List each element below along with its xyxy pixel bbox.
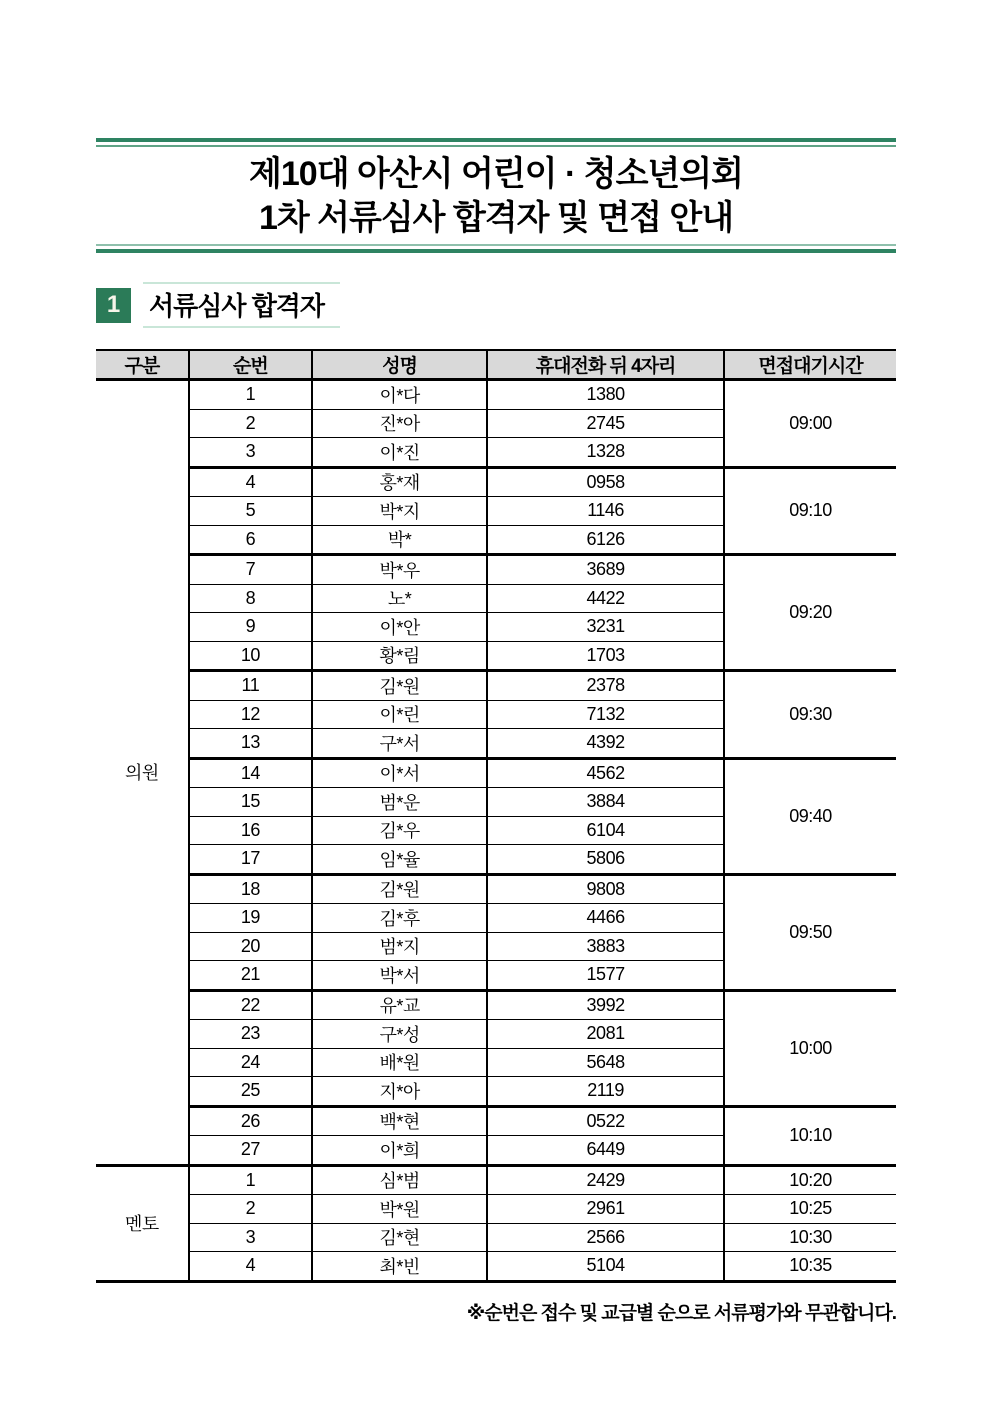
phone-cell: 0958 [487,467,724,497]
phone-cell: 1328 [487,438,724,468]
seq-cell: 9 [189,613,312,642]
phone-cell: 4562 [487,758,724,788]
wait-time-cell: 10:00 [724,990,896,1106]
passers-table [96,349,896,1283]
name-cell: 홍*재 [312,467,487,497]
table-body [96,380,896,1282]
phone-cell: 1146 [487,497,724,526]
phone-cell: 2429 [487,1165,724,1195]
title-top-rule [96,138,896,147]
seq-cell: 2 [189,1195,312,1224]
column-header-seq: 순번 [189,350,312,380]
footnote-text: ※순번은 접수 및 교급별 순으로 서류평가와 무관합니다. [466,1302,896,1324]
name-cell: 김*원 [312,874,487,904]
name-cell: 이*린 [312,700,487,729]
name-cell: 박* [312,525,487,555]
name-cell: 이*희 [312,1136,487,1166]
name-cell: 김*원 [312,671,487,701]
seq-cell: 4 [189,1252,312,1282]
seq-cell: 3 [189,438,312,468]
phone-cell: 1703 [487,641,724,671]
table-row [96,380,896,410]
phone-cell: 2081 [487,1020,724,1049]
seq-cell: 22 [189,990,312,1020]
phone-cell: 5806 [487,845,724,875]
seq-cell: 10 [189,641,312,671]
column-header-name: 성명 [312,350,487,380]
seq-cell: 4 [189,467,312,497]
name-cell: 김*현 [312,1223,487,1252]
seq-cell: 12 [189,700,312,729]
name-cell: 황*림 [312,641,487,671]
name-cell: 이*다 [312,380,487,410]
seq-cell: 26 [189,1106,312,1136]
wait-time-cell: 09:50 [724,874,896,990]
table-row [96,1195,896,1224]
table-row [96,1223,896,1252]
seq-cell: 5 [189,497,312,526]
seq-cell: 7 [189,555,312,585]
wait-time-cell: 10:25 [724,1195,896,1224]
table-header [96,350,896,380]
phone-cell: 2566 [487,1223,724,1252]
wait-time-cell: 10:30 [724,1223,896,1252]
table-row [96,874,896,904]
table-row [96,467,896,497]
name-cell: 이*안 [312,613,487,642]
page-title-line2: 1차 서류심사 합격자 및 면접 안내 [258,199,734,237]
table-row [96,1106,896,1136]
wait-time-cell: 10:35 [724,1252,896,1282]
phone-cell: 5104 [487,1252,724,1282]
phone-cell: 4422 [487,584,724,613]
section-title: 서류심사 합격자 [143,282,340,328]
title-block [96,138,896,253]
page-title [96,147,896,244]
phone-cell: 4392 [487,729,724,759]
seq-cell: 23 [189,1020,312,1049]
seq-cell: 2 [189,409,312,438]
seq-cell: 19 [189,904,312,933]
name-cell: 구*성 [312,1020,487,1049]
category-cell: 의원 [96,380,189,1166]
wait-time-cell: 09:20 [724,555,896,671]
section-header [96,287,896,323]
phone-cell: 6449 [487,1136,724,1166]
phone-cell: 7132 [487,700,724,729]
seq-cell: 3 [189,1223,312,1252]
section-number-badge: 1 [96,288,131,323]
table-row [96,1252,896,1282]
table-row [96,555,896,585]
phone-cell: 1380 [487,380,724,410]
name-cell: 박*우 [312,555,487,585]
seq-cell: 8 [189,584,312,613]
name-cell: 범*지 [312,932,487,961]
seq-cell: 18 [189,874,312,904]
name-cell: 심*범 [312,1165,487,1195]
wait-time-cell: 10:20 [724,1165,896,1195]
phone-cell: 3689 [487,555,724,585]
wait-time-cell: 09:30 [724,671,896,759]
page-content [96,0,896,1325]
name-cell: 진*아 [312,409,487,438]
phone-cell: 2745 [487,409,724,438]
wait-time-cell: 09:40 [724,758,896,874]
wait-time-cell: 09:10 [724,467,896,555]
seq-cell: 20 [189,932,312,961]
column-header-wait-time: 면접대기시간 [724,350,896,380]
name-cell: 김*우 [312,816,487,845]
phone-cell: 9808 [487,874,724,904]
seq-cell: 27 [189,1136,312,1166]
name-cell: 김*후 [312,904,487,933]
phone-cell: 6104 [487,816,724,845]
column-header-category: 구분 [96,350,189,380]
table-row [96,1165,896,1195]
name-cell: 유*교 [312,990,487,1020]
table-row [96,758,896,788]
name-cell: 박*지 [312,497,487,526]
table-row [96,671,896,701]
name-cell: 구*서 [312,729,487,759]
seq-cell: 15 [189,788,312,817]
phone-cell: 2961 [487,1195,724,1224]
wait-time-cell: 10:10 [724,1106,896,1165]
name-cell: 이*서 [312,758,487,788]
column-header-phone: 휴대전화 뒤 4자리 [487,350,724,380]
name-cell: 박*원 [312,1195,487,1224]
seq-cell: 1 [189,380,312,410]
seq-cell: 6 [189,525,312,555]
seq-cell: 21 [189,961,312,991]
seq-cell: 25 [189,1077,312,1107]
name-cell: 최*빈 [312,1252,487,1282]
phone-cell: 3883 [487,932,724,961]
phone-cell: 6126 [487,525,724,555]
phone-cell: 0522 [487,1106,724,1136]
name-cell: 임*율 [312,845,487,875]
name-cell: 이*진 [312,438,487,468]
phone-cell: 2378 [487,671,724,701]
phone-cell: 2119 [487,1077,724,1107]
phone-cell: 1577 [487,961,724,991]
seq-cell: 11 [189,671,312,701]
name-cell: 노* [312,584,487,613]
page-title-line1: 제10대 아산시 어린이 · 청소년의회 [249,155,743,193]
phone-cell: 3231 [487,613,724,642]
name-cell: 백*현 [312,1106,487,1136]
seq-cell: 13 [189,729,312,759]
category-cell: 멘토 [96,1165,189,1281]
wait-time-cell: 09:00 [724,380,896,468]
name-cell: 박*서 [312,961,487,991]
name-cell: 범*운 [312,788,487,817]
seq-cell: 16 [189,816,312,845]
seq-cell: 24 [189,1048,312,1077]
title-bottom-rule [96,244,896,253]
phone-cell: 4466 [487,904,724,933]
name-cell: 배*원 [312,1048,487,1077]
name-cell: 지*아 [312,1077,487,1107]
seq-cell: 17 [189,845,312,875]
table-row [96,990,896,1020]
seq-cell: 1 [189,1165,312,1195]
phone-cell: 5648 [487,1048,724,1077]
phone-cell: 3884 [487,788,724,817]
seq-cell: 14 [189,758,312,788]
phone-cell: 3992 [487,990,724,1020]
table-header-row [96,350,896,380]
